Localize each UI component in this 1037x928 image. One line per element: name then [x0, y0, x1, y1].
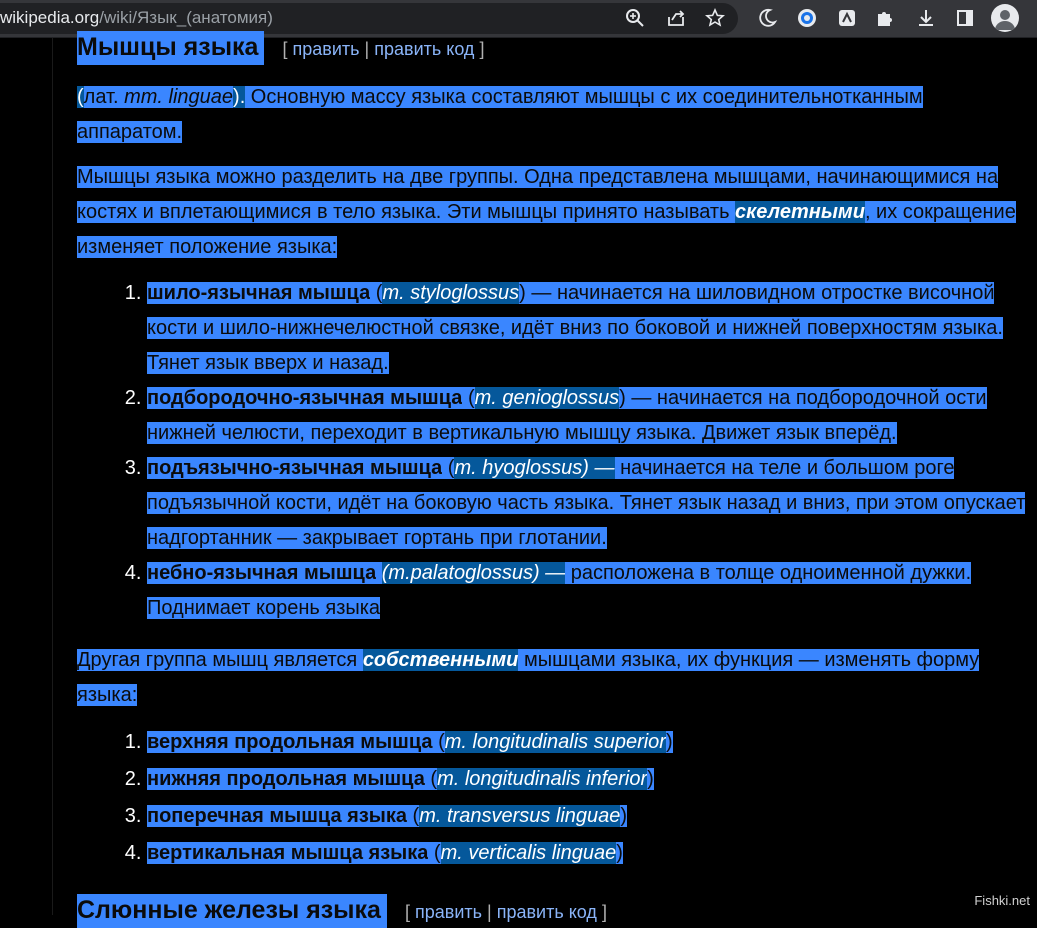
sidebar-icon[interactable] — [952, 5, 978, 31]
list-item — [147, 798, 1027, 835]
url-path: /wiki/Язык_(анатомия) — [99, 8, 273, 27]
latin-name: m. longitudinalis superior — [444, 731, 666, 753]
muscle-description: начинается на теле и большом роге подъязычной кости, идёт на боковую часть языка. Тянет язык назад и вниз, при этом опускает надгортанник — закрывает гортань при глотании. — [147, 457, 1026, 549]
watermark: Fishki.net — [974, 893, 1030, 908]
latin-name: m. transversus linguae — [419, 805, 621, 827]
group2-text-after: мышцами языка, их функция — изменять форму языка: — [77, 649, 980, 706]
intro-open-paren: ( — [77, 86, 84, 108]
latin-name: m. styloglossus — [382, 282, 520, 304]
edit-code-link[interactable]: править код — [496, 902, 597, 922]
paren-open — [376, 562, 382, 584]
intro-close-paren: ). — [233, 86, 246, 108]
edit-links — [282, 39, 484, 59]
latin-name: m. longitudinalis inferior — [437, 768, 648, 790]
sidebar-gutter — [0, 38, 53, 915]
lat-abbrev[interactable]: лат. — [83, 86, 119, 108]
paren-open: ( — [442, 457, 455, 479]
muscle-name-link[interactable]: подбородочно-язычная мышца — [147, 387, 463, 409]
profile-icon[interactable] — [991, 4, 1019, 32]
paren-open: ( — [406, 805, 420, 827]
group1-paragraph — [77, 160, 1022, 265]
list-item — [147, 835, 1027, 872]
intrinsic-muscles-list — [77, 724, 1027, 872]
next-section-heading — [77, 896, 607, 925]
paren-close: ) — [620, 805, 628, 827]
puzzle-icon[interactable] — [872, 5, 898, 31]
list-item — [147, 276, 1027, 381]
group2-paragraph — [77, 643, 1022, 713]
next-section-title: Слюнные железы языка — [77, 894, 387, 928]
list-item — [147, 381, 1027, 451]
muscle-name-link[interactable]: небно-язычная мышца — [147, 562, 377, 584]
muscle-description: ) — начинается на подбородочной ости нижней челюсти, переходит в вертикальную мышцу языка. Движет язык вперёд. — [147, 387, 987, 444]
edit-separator: | — [364, 39, 370, 59]
edit-separator: | — [487, 902, 492, 922]
edit-bracket-close: ] — [479, 39, 485, 59]
list-item — [147, 761, 1027, 798]
intro-text: Основную массу языка составляют мышцы с их соединительнотканным аппаратом. — [77, 86, 923, 143]
next-edit-links — [405, 902, 607, 922]
paren-close: ) — [616, 842, 623, 864]
edit-code-link[interactable]: править код — [374, 39, 475, 59]
latin-name: m. genioglossus — [474, 387, 620, 409]
edit-link[interactable]: править — [414, 902, 482, 922]
group1-text-before: Мышцы языка можно разделить на две группы. Одна представлена мышцами, начинающимися на костях и вплетающимися в тело языка. Эти мышцы принято называть — [77, 166, 999, 223]
group1-term: скелетными — [735, 201, 865, 223]
group2-text-before: Другая группа мышц является — [77, 649, 363, 671]
skeletal-muscles-list — [77, 276, 1027, 626]
intro-term: mm. linguae — [124, 86, 234, 108]
muscle-name-link[interactable]: подъязычно-язычная мышца — [147, 457, 443, 479]
edit-link[interactable]: править — [292, 39, 360, 59]
muscle-name-link[interactable]: верхняя продольная мышца — [147, 731, 433, 753]
bookmark-star-icon[interactable] — [702, 5, 728, 31]
intro-paragraph — [77, 80, 1022, 150]
list-item — [147, 451, 1027, 556]
paren-open: ( — [428, 842, 441, 864]
zoom-icon[interactable] — [622, 5, 648, 31]
latin-name: m. hyoglossus) — — [454, 457, 615, 479]
muscle-name-link[interactable]: шило-язычная мышца — [147, 282, 371, 304]
paren-close: ) — [665, 731, 673, 753]
section-title: Мышцы языка — [77, 31, 264, 65]
latin-name: (m.palatoglossus) — — [381, 562, 566, 584]
muscle-name-link[interactable]: нижняя продольная мышца — [147, 768, 425, 790]
url-text[interactable] — [0, 7, 273, 29]
list-item — [147, 556, 1027, 626]
muscle-description: расположена в толще одноименной дужки. Поднимает корень языка — [147, 562, 972, 619]
paren-open: ( — [424, 768, 438, 790]
muscle-name-link[interactable]: вертикальная мышца языка — [147, 842, 429, 864]
paren-open: ( — [432, 731, 445, 753]
edit-bracket-open: [ — [282, 39, 288, 59]
dark-mode-icon[interactable] — [754, 5, 780, 31]
edit-bracket-open: [ — [404, 902, 410, 922]
download-icon[interactable] — [913, 5, 939, 31]
muscle-name-link[interactable]: поперечная мышца языка — [147, 805, 407, 827]
section-heading — [77, 33, 484, 62]
group1-text-after: , их сокращение изменяет положение языка: — [77, 201, 1016, 258]
extension-b-icon[interactable] — [834, 5, 860, 31]
group2-term: собственными — [362, 649, 519, 671]
paren-open: ( — [370, 282, 383, 304]
paren-open: ( — [462, 387, 475, 409]
url-host: wikipedia.org — [0, 8, 100, 27]
list-item — [147, 724, 1027, 761]
muscle-description: ) — начинается на шиловидном отростке височной кости и шило-нижнечелюстной связке, идёт вниз по боковой и нижней поверхностям языка. Тянет язык вверх и назад. — [147, 282, 1003, 374]
extension-a-icon[interactable] — [794, 5, 820, 31]
edit-bracket-close: ] — [601, 902, 607, 922]
paren-close: ) — [647, 768, 654, 790]
share-icon[interactable] — [663, 5, 689, 31]
latin-name: m. verticalis linguae — [440, 842, 617, 864]
